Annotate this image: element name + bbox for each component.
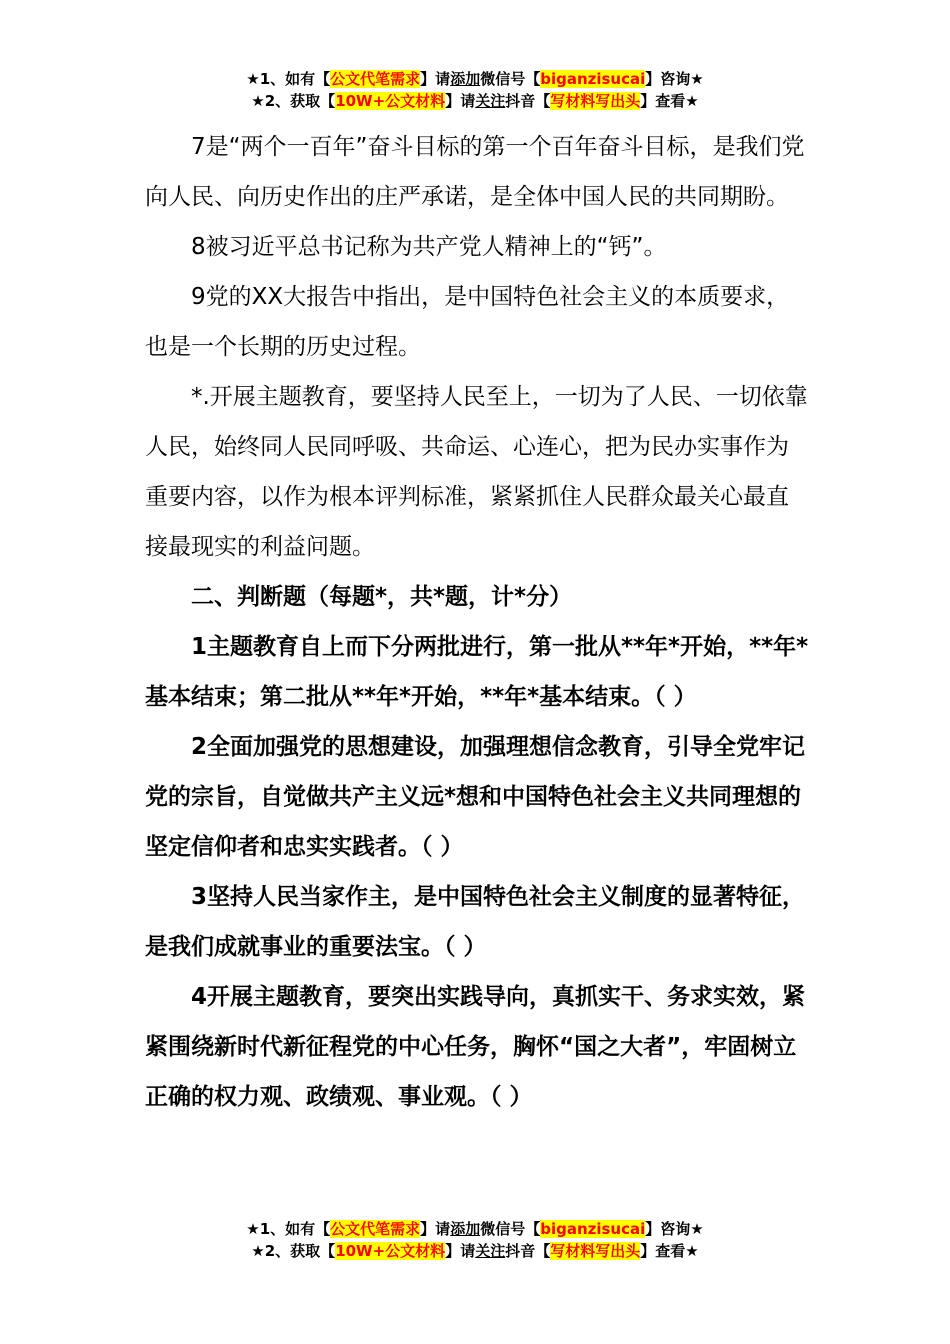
banner-underlined: 添加 (450, 70, 481, 88)
banner-highlight: 10W+公文材料 (335, 1242, 446, 1260)
banner-text: 抖音【 (505, 92, 551, 110)
banner-text: ★1、如有【 (246, 1220, 331, 1238)
banner-text: 】请 (445, 92, 476, 110)
banner-line-2 (0, 1240, 950, 1262)
paragraph-q7: 7是“两个一百年”奋斗目标的第一个百年奋斗目标，是我们党向人民、向历史作出的庄严承诺，是全体中国人民的共同期盼。 (145, 134, 805, 210)
banner-text: 】咨询★ (645, 70, 704, 88)
banner-underlined: 添加 (450, 1220, 481, 1238)
paragraph-q8: 8被习近平总书记称为共产党人精神上的“钙”。 (191, 234, 667, 260)
paragraph-tf2: 2全面加强党的思想建设，加强理想信念教育，引导全党牢记党的宗旨，自觉做共产主义远*想和中国特色社会主义共同理想的坚定信仰者和忠实实践者。（ ） (145, 734, 806, 860)
banner-highlight: 公文代笔需求 (330, 1220, 421, 1238)
header-banner (0, 68, 950, 112)
paragraph-tf1: 1主题教育自上而下分两批进行，第一批从**年*开始，**年*基本结束；第二批从**年*开始，**年*基本结束。（ ） (145, 634, 809, 710)
banner-line-2 (0, 90, 950, 112)
banner-highlight: biganzisucai (540, 1220, 646, 1238)
banner-text: 】请 (445, 1242, 476, 1260)
banner-text: 】请 (420, 1220, 451, 1238)
banner-highlight: 写材料写出头 (550, 92, 641, 110)
banner-text: 微信号【 (480, 70, 541, 88)
footer-banner (0, 1218, 950, 1262)
paragraph-q9: 9党的XX大报告中指出，是中国特色社会主义的本质要求，也是一个长期的历史过程。 (145, 284, 790, 360)
banner-text: 】查看★ (640, 1242, 699, 1260)
banner-highlight: 公文代笔需求 (330, 70, 421, 88)
banner-highlight: biganzisucai (540, 70, 646, 88)
banner-underlined: 关注 (475, 92, 506, 110)
banner-highlight: 写材料写出头 (550, 1242, 641, 1260)
banner-text: 微信号【 (480, 1220, 541, 1238)
paragraph-q10: *.开展主题教育，要坚持人民至上，一切为了人民、一切依靠人民，始终同人民同呼吸、共命运、心连心，把为民办实事作为重要内容，以作为根本评判标准，紧紧抓住人民群众最关心最直接最现实的利益问题。 (145, 384, 808, 560)
banner-text: ★1、如有【 (246, 70, 331, 88)
banner-text: ★2、获取【 (251, 92, 336, 110)
paragraph-tf3: 3坚持人民当家作主，是中国特色社会主义制度的显著特征，是我们成就事业的重要法宝。（ ） (145, 884, 806, 960)
banner-line-1 (0, 68, 950, 90)
banner-line-1 (0, 1218, 950, 1240)
banner-underlined: 关注 (475, 1242, 506, 1260)
banner-highlight: 10W+公文材料 (335, 92, 446, 110)
banner-text: 】请 (420, 70, 451, 88)
section-heading-true-false: 二、判断题（每题*，共*题，计*分） (191, 584, 573, 610)
banner-text: 】查看★ (640, 92, 699, 110)
document-body (145, 122, 810, 1122)
banner-text: 】咨询★ (645, 1220, 704, 1238)
paragraph-tf4: 4开展主题教育，要突出实践导向，真抓实干、务求实效，紧紧围绕新时代新征程党的中心任务，胸怀“国之大者”，牢固树立正确的权力观、政绩观、事业观。（ ） (145, 984, 806, 1110)
banner-text: ★2、获取【 (251, 1242, 336, 1260)
banner-text: 抖音【 (505, 1242, 551, 1260)
